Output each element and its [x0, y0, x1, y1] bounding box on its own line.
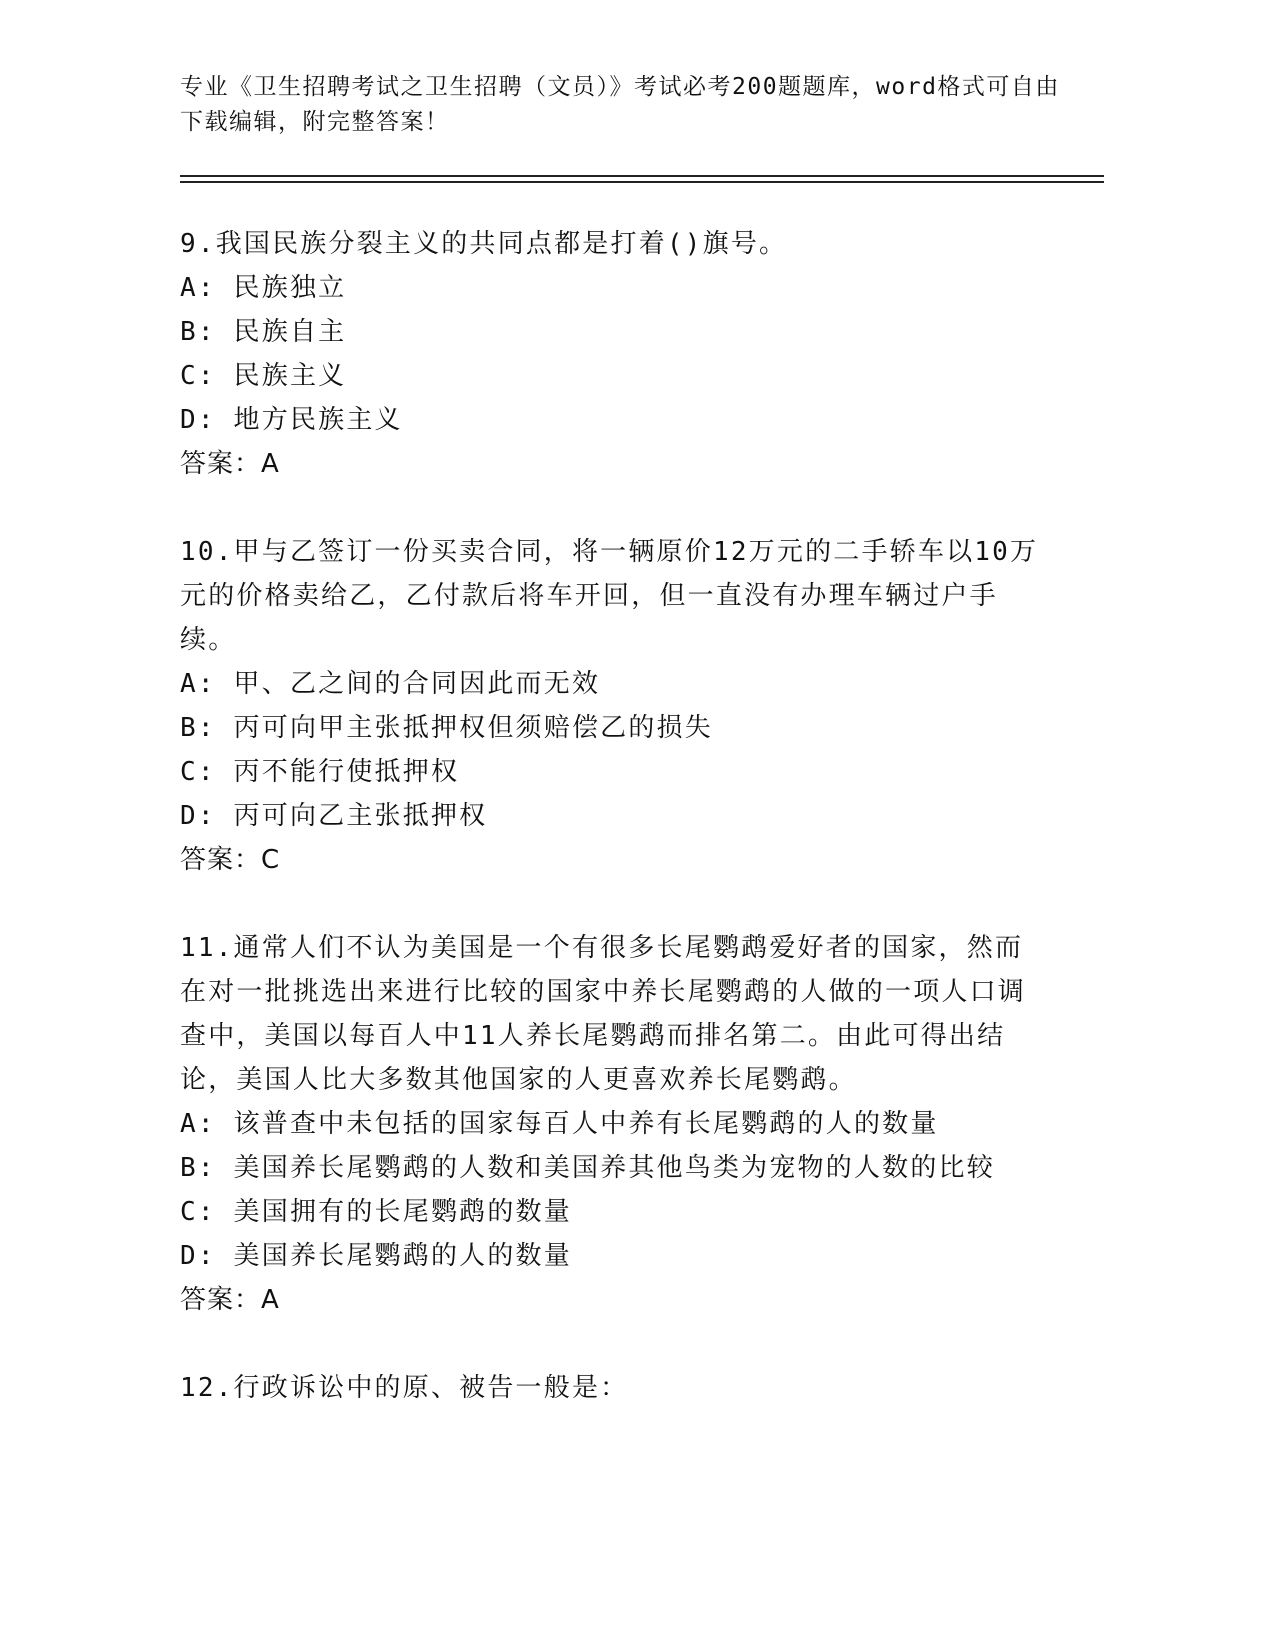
- question-11: [180, 926, 1040, 1322]
- option-b: B: 丙可向甲主张抵押权但须赔偿乙的损失: [180, 713, 713, 743]
- option-d: D: 美国养长尾鹦鹉的人的数量: [180, 1241, 572, 1271]
- option-c: C: 美国拥有的长尾鹦鹉的数量: [180, 1197, 572, 1227]
- option-c: C: 丙不能行使抵押权: [180, 757, 460, 787]
- option-c: C: 民族主义: [180, 361, 347, 391]
- question-12: [180, 1366, 1040, 1410]
- question-stem: 10.甲与乙签订一份买卖合同，将一辆原价12万元的二手轿车以10万元的价格卖给乙，乙付款后将车开回，但一直没有办理车辆过户手续。: [180, 537, 1039, 655]
- answer-line: 答案：A: [180, 1285, 280, 1315]
- question-9: [180, 222, 1040, 486]
- question-10: [180, 530, 1040, 882]
- answer-line: 答案：C: [180, 845, 281, 875]
- option-b: B: 美国养长尾鹦鹉的人数和美国养其他鸟类为宠物的人数的比较: [180, 1153, 995, 1183]
- option-d: D: 丙可向乙主张抵押权: [180, 801, 488, 831]
- option-a: A: 甲、乙之间的合同因此而无效: [180, 669, 601, 699]
- option-d: D: 地方民族主义: [180, 405, 403, 435]
- question-stem: 9.我国民族分裂主义的共同点都是打着()旗号。: [180, 229, 788, 259]
- option-b: B: 民族自主: [180, 317, 347, 347]
- header-divider-bottom: [180, 181, 1104, 183]
- document-header: 专业《卫生招聘考试之卫生招聘（文员）》考试必考200题题库，word格式可自由下载编辑，附完整答案！: [180, 74, 1060, 135]
- question-list: [180, 222, 1040, 1454]
- answer-line: 答案：A: [180, 449, 280, 479]
- header-divider-top: [180, 175, 1104, 177]
- option-a: A: 该普查中未包括的国家每百人中养有长尾鹦鹉的人的数量: [180, 1109, 939, 1139]
- question-stem: 11.通常人们不认为美国是一个有很多长尾鹦鹉爱好者的国家，然而在对一批挑选出来进行比较的国家中养长尾鹦鹉的人做的一项人口调查中，美国以每百人中11人养长尾鹦鹉而排名第二。由此可得出结论，美国人比大多数其他国家的人更喜欢养长尾鹦鹉。: [180, 933, 1027, 1095]
- question-stem: 12.行政诉讼中的原、被告一般是：: [180, 1373, 629, 1403]
- option-a: A: 民族独立: [180, 273, 347, 303]
